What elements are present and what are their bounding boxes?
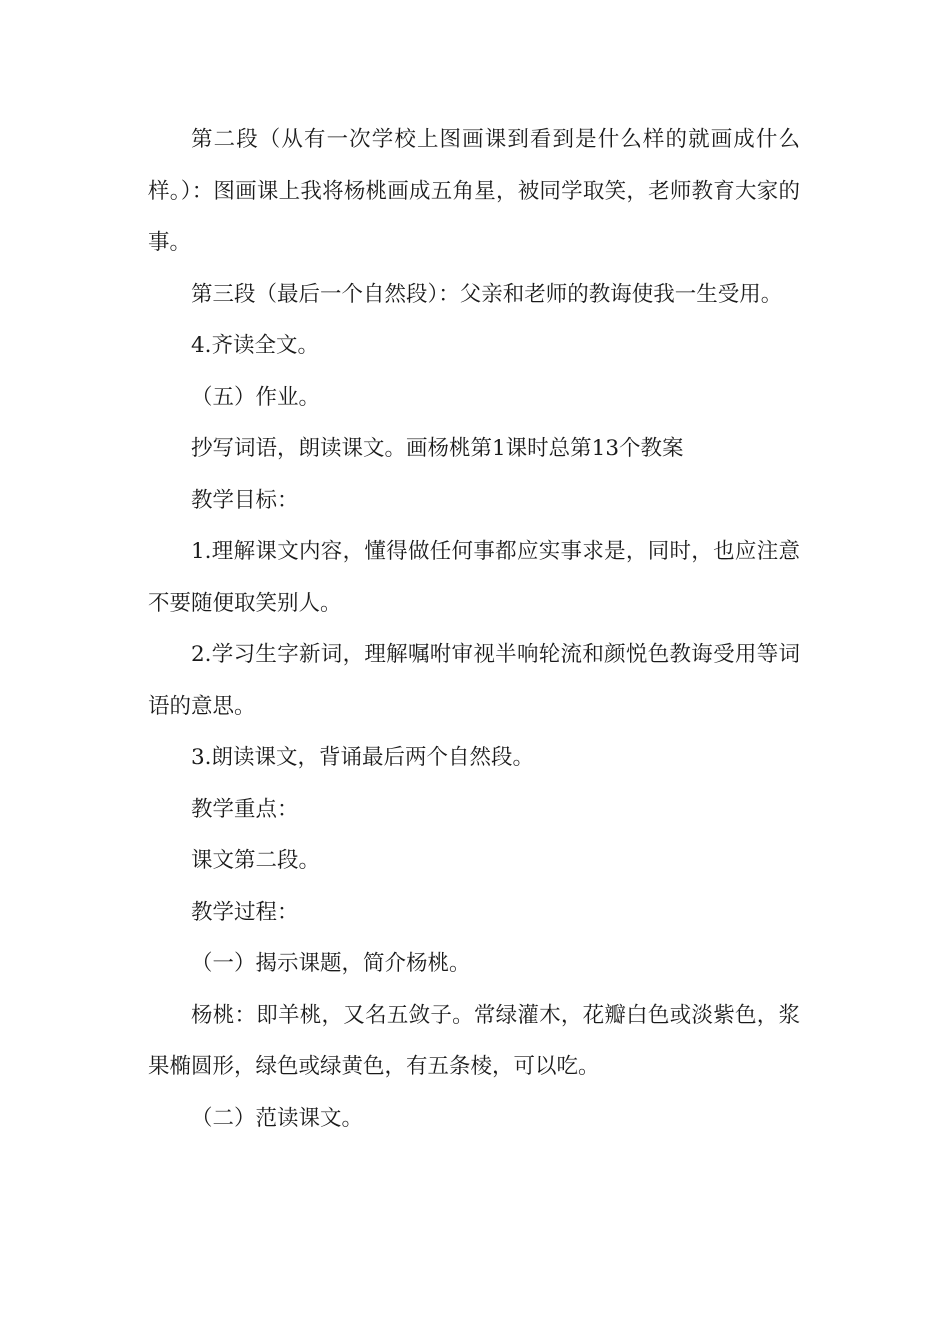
paragraph-step-one-heading: （一）揭示课题，简介杨桃。 [191,951,471,976]
paragraph-starfruit-description: 杨桃：即羊桃，又名五敛子。常绿灌木，花瓣白色或淡紫色，浆果椭圆形，绿色或绿黄色，有五条棱，可以吃。 [148,1002,800,1079]
paragraph-teaching-goals-heading: 教学目标： [191,487,299,513]
paragraph-goal-one: 1.理解课文内容，懂得做任何事都应实事求是，同时，也应注意不要随便取笑别人。 [148,539,800,616]
paragraph-goal-two: 2.学习生字新词，理解嘱咐审视半响轮流和颜悦色教诲受用等词语的意思。 [148,642,800,719]
document-body [148,114,800,1144]
paragraph-teaching-focus-content: 课文第二段。 [191,848,321,873]
paragraph-section-two-summary: 第二段（从有一次学校上图画课到看到是什么样的就画成什么样。）：图画课上我将杨桃画成五角星，被同学取笑，老师教育大家的事。 [148,127,800,255]
paragraph-goal-three: 3.朗读课文，背诵最后两个自然段。 [191,745,535,770]
paragraph-teaching-focus-heading: 教学重点： [191,796,299,822]
paragraph-section-three-summary: 第三段（最后一个自然段）：父亲和老师的教诲使我一生受用。 [191,281,783,307]
paragraph-step-two-heading: （二）范读课文。 [191,1105,364,1131]
paragraph-teaching-process-heading: 教学过程： [191,899,299,925]
paragraph-homework-heading: （五）作业。 [191,384,321,410]
paragraph-read-full-text: 4.齐读全文。 [191,333,320,358]
paragraph-homework-content: 抄写词语，朗读课文。画杨桃第1课时总第13个教案 [191,436,684,461]
